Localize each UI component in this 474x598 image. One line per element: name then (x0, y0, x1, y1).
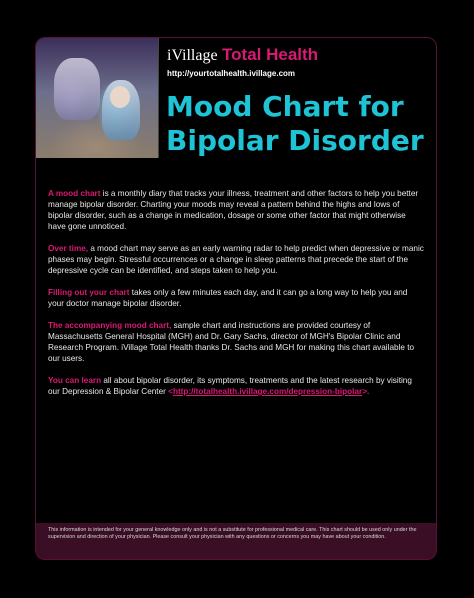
paragraph-text: is a monthly diary that tracks your illness, treatment and other factors to help you better manage bipolar disorder. Charting your moods may reveal a pattern behind the highs and lows of bipolar disorder, such as a change in medication, dosage or some other factor that might otherwise have gone unnoticed. (48, 189, 419, 231)
link-close-bracket: >. (362, 387, 370, 396)
title-line-1: Mood Chart for (166, 90, 404, 123)
paragraph-over-time (48, 243, 424, 276)
site-url[interactable]: http://yourtotalhealth.ivillage.com (167, 69, 296, 78)
paragraph-lead: The accompanying mood chart, (48, 321, 172, 330)
photo-person-adult (54, 58, 100, 120)
paragraph-text: all about bipolar disorder, its symptoms, treatments and the latest research by visiting our Depression & Bipolar Center (48, 376, 412, 396)
brand-ivillage: iVillage (167, 47, 218, 64)
paragraph-lead: You can learn (48, 376, 102, 385)
disclaimer-text: This information is intended for your general knowledge only and is not a substitute for professional medical care. This chart should be used only under the supervision and direction of your physician. Please consult your physician with any questions or concerns you may have about your condition. (48, 527, 417, 541)
paragraph-lead: Filling out your chart (48, 288, 130, 297)
brand-logo (167, 45, 318, 65)
link-open-bracket: < (168, 387, 173, 396)
header-photo (36, 38, 159, 158)
depression-bipolar-link[interactable]: http://totalhealth.ivillage.com/depression-bipolar (172, 387, 363, 396)
paragraph-filling-out (48, 287, 424, 309)
paragraph-text: a mood chart may serve as an early warning radar to help predict when depressive or manic phases may begin. Stressful occurrences or a change in sleep patterns that precede the start of the depressive cycle can be identified, and steps taken to help you. (48, 244, 424, 275)
page-title (166, 90, 431, 158)
document-page (35, 37, 437, 560)
paragraph-intro (48, 188, 424, 232)
photo-child-head (110, 86, 130, 108)
disclaimer-footer (36, 523, 436, 559)
paragraph-accompanying (48, 320, 424, 364)
brand-total-health: Total Health (222, 45, 319, 64)
paragraph-lead: Over time, (48, 244, 89, 253)
paragraph-text: takes only a few minutes each day, and it can go a long way to help you and your doctor manage bipolar disorder. (48, 288, 408, 308)
title-line-2: Bipolar Disorder (166, 124, 424, 157)
paragraph-text: sample chart and instructions are provided courtesy of Massachusetts General Hospital (MGH) and Dr. Gary Sachs, director of MGH's Bipolar Clinic and Research Program. iVillage Total Health thanks Dr. Sachs and MGH for making this chart available to our users. (48, 321, 415, 363)
paragraph-learn-more (48, 375, 424, 397)
body-text (48, 188, 424, 408)
paragraph-lead: A mood chart (48, 189, 101, 198)
